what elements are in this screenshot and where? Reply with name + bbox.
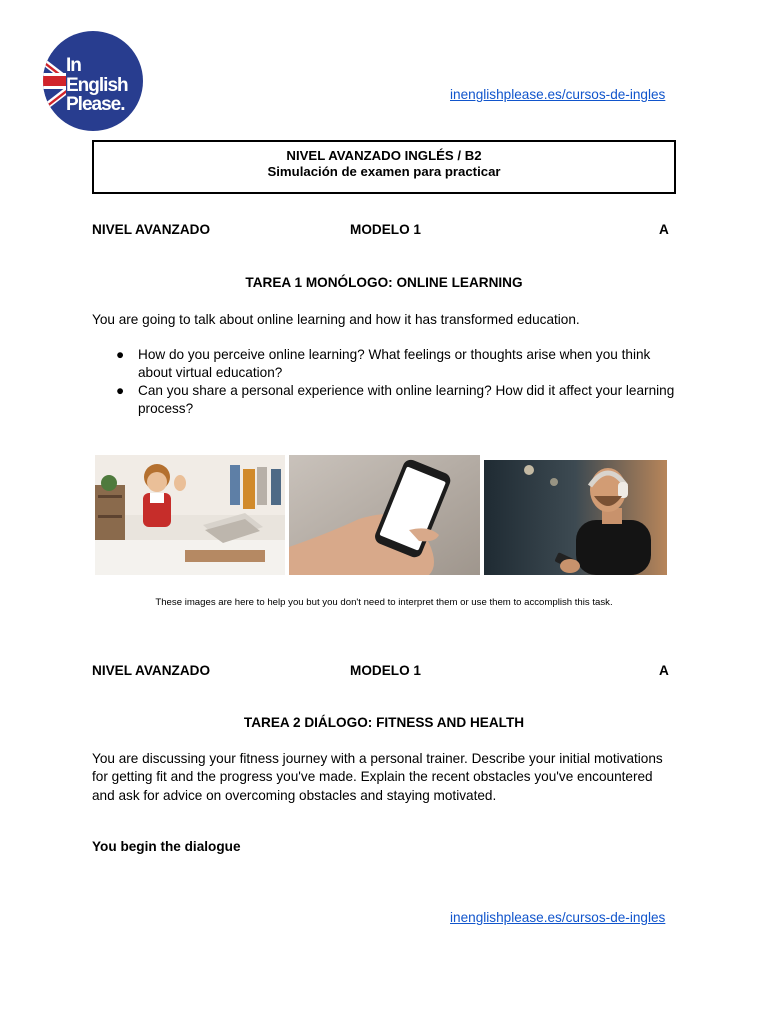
list-item [92, 382, 682, 418]
man-with-headphones-photo [484, 460, 667, 575]
task1-title: TAREA 1 MONÓLOGO: ONLINE LEARNING [245, 275, 523, 290]
section2-model-label: MODELO 1 [350, 663, 421, 678]
svg-text:English: English [66, 75, 128, 96]
child-on-video-call-photo [95, 455, 285, 575]
svg-text:Please.: Please. [66, 94, 125, 115]
section2-level-label: NIVEL AVANZADO [92, 663, 211, 678]
task1-question-2: Can you share a personal experience with online learning? How did it affect your learning process? [138, 383, 675, 416]
list-item [92, 346, 682, 382]
footer-website-link[interactable]: inenglishplease.es/cursos-de-ingles [450, 910, 666, 925]
svg-text:In: In [66, 55, 81, 76]
images-caption: These images are here to help you but you don't need to interpret them or use them to accomplish this task. [155, 597, 613, 608]
exam-level-title: NIVEL AVANZADO INGLÉS / B2 [286, 148, 482, 163]
brand-logo [40, 31, 146, 131]
exam-header-box [92, 140, 676, 194]
task2-title: TAREA 2 DIÁLOGO: FITNESS AND HEALTH [243, 715, 525, 730]
section1-version-letter: A [659, 222, 669, 237]
task2-intro: You are discussing your fitness journey with a personal trainer. Describe your initial motivations for getting fit and the progress you've made. Explain the recent obstacles you've encountered and ask for advice on overcoming obstacles and staying motivated. [92, 751, 663, 803]
section1-model-label: MODELO 1 [350, 222, 421, 237]
bullet-icon: ● [116, 383, 125, 398]
task1-question-list [92, 346, 682, 418]
task2-instruction: You begin the dialogue [92, 839, 241, 854]
section1-level-label: NIVEL AVANZADO [92, 222, 211, 237]
section2-version-letter: A [659, 663, 669, 678]
logo-graphic [40, 31, 146, 131]
task1-question-1: How do you perceive online learning? What feelings or thoughts arise when you think about virtual education? [138, 347, 651, 380]
exam-subtitle: Simulación de examen para practicar [267, 164, 501, 179]
task1-intro: You are going to talk about online learning and how it has transformed education. [92, 312, 580, 327]
bullet-icon: ● [116, 347, 125, 362]
hand-holding-smartphone-photo [289, 455, 480, 575]
header-website-link[interactable]: inenglishplease.es/cursos-de-ingles [450, 87, 666, 102]
